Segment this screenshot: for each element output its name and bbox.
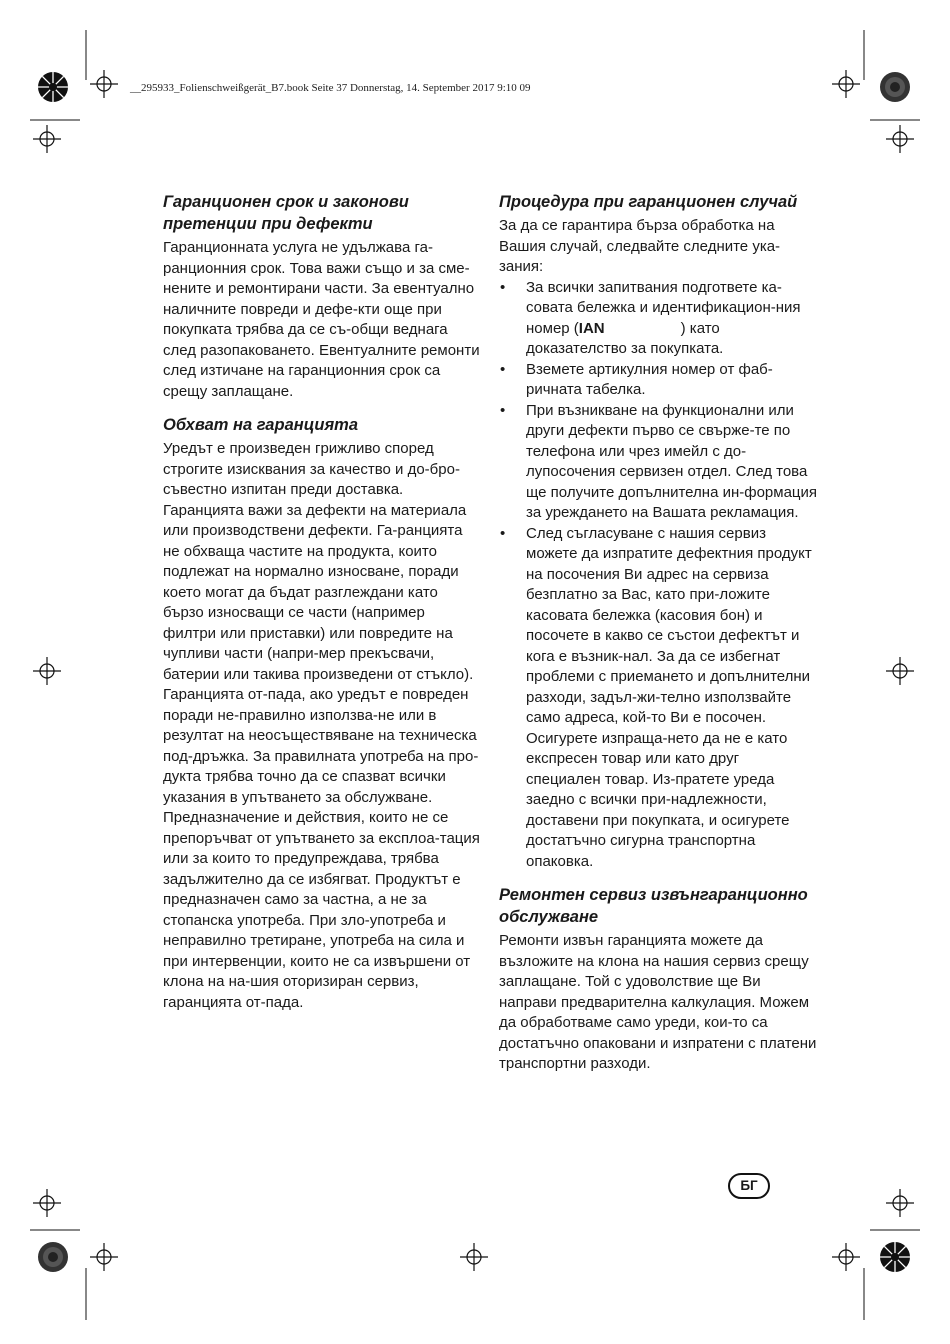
crosshair-mark-left-middle xyxy=(33,657,61,685)
crosshair-mark-bottom-right xyxy=(832,1243,860,1271)
section-intro-warranty-procedure: За да се гарантира бърза обработка на Вашия случай, следвайте следните ука-зания: xyxy=(499,217,781,275)
crosshair-mark-left-top xyxy=(33,125,61,153)
procedure-bullet-list xyxy=(499,278,817,873)
list-item xyxy=(499,278,817,360)
crosshair-mark-right-top xyxy=(886,125,914,153)
list-item: • При възникване на функционални или други дефекти първо се свърже-те по телефона или чрез имейл с до-лупосочения сервизен отдел. След това ще получите допълнителна ин-формация за уреждането на Вашата рекламация. xyxy=(499,401,817,524)
crosshair-mark-top-center xyxy=(90,70,118,98)
radial-target-top-right xyxy=(880,72,910,102)
language-badge: БГ xyxy=(728,1173,770,1199)
section-text-warranty-period: Гаранционната услуга не удължава га-ранционния срок. Това важи също и за сме-нените и ремонтирани части. За евентуално наличните повреди и дефе-кти още при покупката трябва да се съ-общи веднага след разопаковането. Евентуалните ремонти след изтичане на гаранционния срок са срещу заплащане. xyxy=(163,239,480,400)
section-heading-warranty-period: Гаранционен срок и законови претенции при дефекти xyxy=(163,193,409,233)
right-column xyxy=(499,191,817,1075)
section-heading-warranty-scope: Обхват на гаранцията xyxy=(163,416,359,434)
crosshair-mark-right-middle xyxy=(886,657,914,685)
section-heading-warranty-procedure: Процедура при гаранционен случай xyxy=(499,193,798,211)
section-heading-repair-service: Ремонтен сервиз извънгаранционно обслужване xyxy=(499,886,808,926)
crosshair-mark-top-right xyxy=(832,70,860,98)
bullet-text: За всички запитвания подгответе ка-совата бележка и идентификацион-ния номер ( xyxy=(526,278,801,337)
radial-target-bottom-right xyxy=(880,1242,910,1272)
section-text-warranty-scope: Уредът е произведен грижливо според строгите изисквания за качество и до-бро-съвестно изпитан преди доставка. Гаранцията важи за дефекти на материала или производствени дефекти. Га-ранцията не обхваща частите на продукта, които подлежат на нормално износване, поради което могат да бъдат разглеждани като бързо износващи се части (например филтри или приставки) или повредите на чупливи части (напри-мер прекъсвачи, батерии или такива произведени от стъкло). Гаранцията от-пада, ако уредът е повреден поради не-правилно използва-не или в резултат на неосъществяване на техническа под-дръжка. За правилната употреба на про-дукта трябва точно да се спазват всички указания в упътването за обслужване. Предназначение и действия, които не се препоръчват от упътването за експлоа-тация или за които то предупреждава, трябва задължително да се избягват. Продуктът е предназначен само за частна, а не за стопанска употреба. При зло-употреба и неправилно третиране, употреба на сила и при интервенции, които не са извършени от клона на на-шия оторизиран сервиз, гаранцията от-пада. xyxy=(163,440,480,1011)
radial-target-top-left xyxy=(38,72,68,102)
bullet-text: ) като доказателство за покупката. xyxy=(526,319,724,357)
ian-label: IAN xyxy=(578,319,605,337)
crosshair-mark-right-bottom xyxy=(886,1189,914,1217)
crosshair-mark-bottom-center xyxy=(460,1243,488,1271)
list-item: • Вземете артикулния номер от фаб-ричната табелка. xyxy=(499,360,817,401)
print-file-info: __295933_Folienschweißgerät_B7.book Seite 37 Donnerstag, 14. September 2017 9:10 09 xyxy=(130,82,531,94)
section-text-repair-service: Ремонти извън гаранцията можете да възложите на клона на нашия сервиз срещу заплащане. Той с удоволствие ще Ви направи предварителна калкулация. Можем да обработваме само уреди, кои-то са достатъчно опаковани и изпратени с платени транспортни разходи. xyxy=(499,932,817,1072)
list-item: • След съгласуване с нашия сервиз можете да изпратите дефектния продукт на посочения Ви адрес на сервиза безплатно за Вас, като при-ложите касовата бележка (касовия бон) и посочете в какво се състои дефектът и кога е възник-нал. За да се избегнат проблеми с приемането и допълнителни разходи, задъл-жи-телно използвайте само адреса, кой-то Ви е посочен. Осигурете изпраща-нето да не е като експресен товар или като друг специален товар. Из-пратете уреда заедно с всички при-надлежности, доставени при покупката, и осигурете достатъчно сигурна транспортна опаковка. xyxy=(499,524,817,873)
crosshair-mark-left-bottom xyxy=(33,1189,61,1217)
crosshair-mark-bottom-left xyxy=(90,1243,118,1271)
radial-target-bottom-left xyxy=(38,1242,68,1272)
left-column xyxy=(163,191,481,1013)
